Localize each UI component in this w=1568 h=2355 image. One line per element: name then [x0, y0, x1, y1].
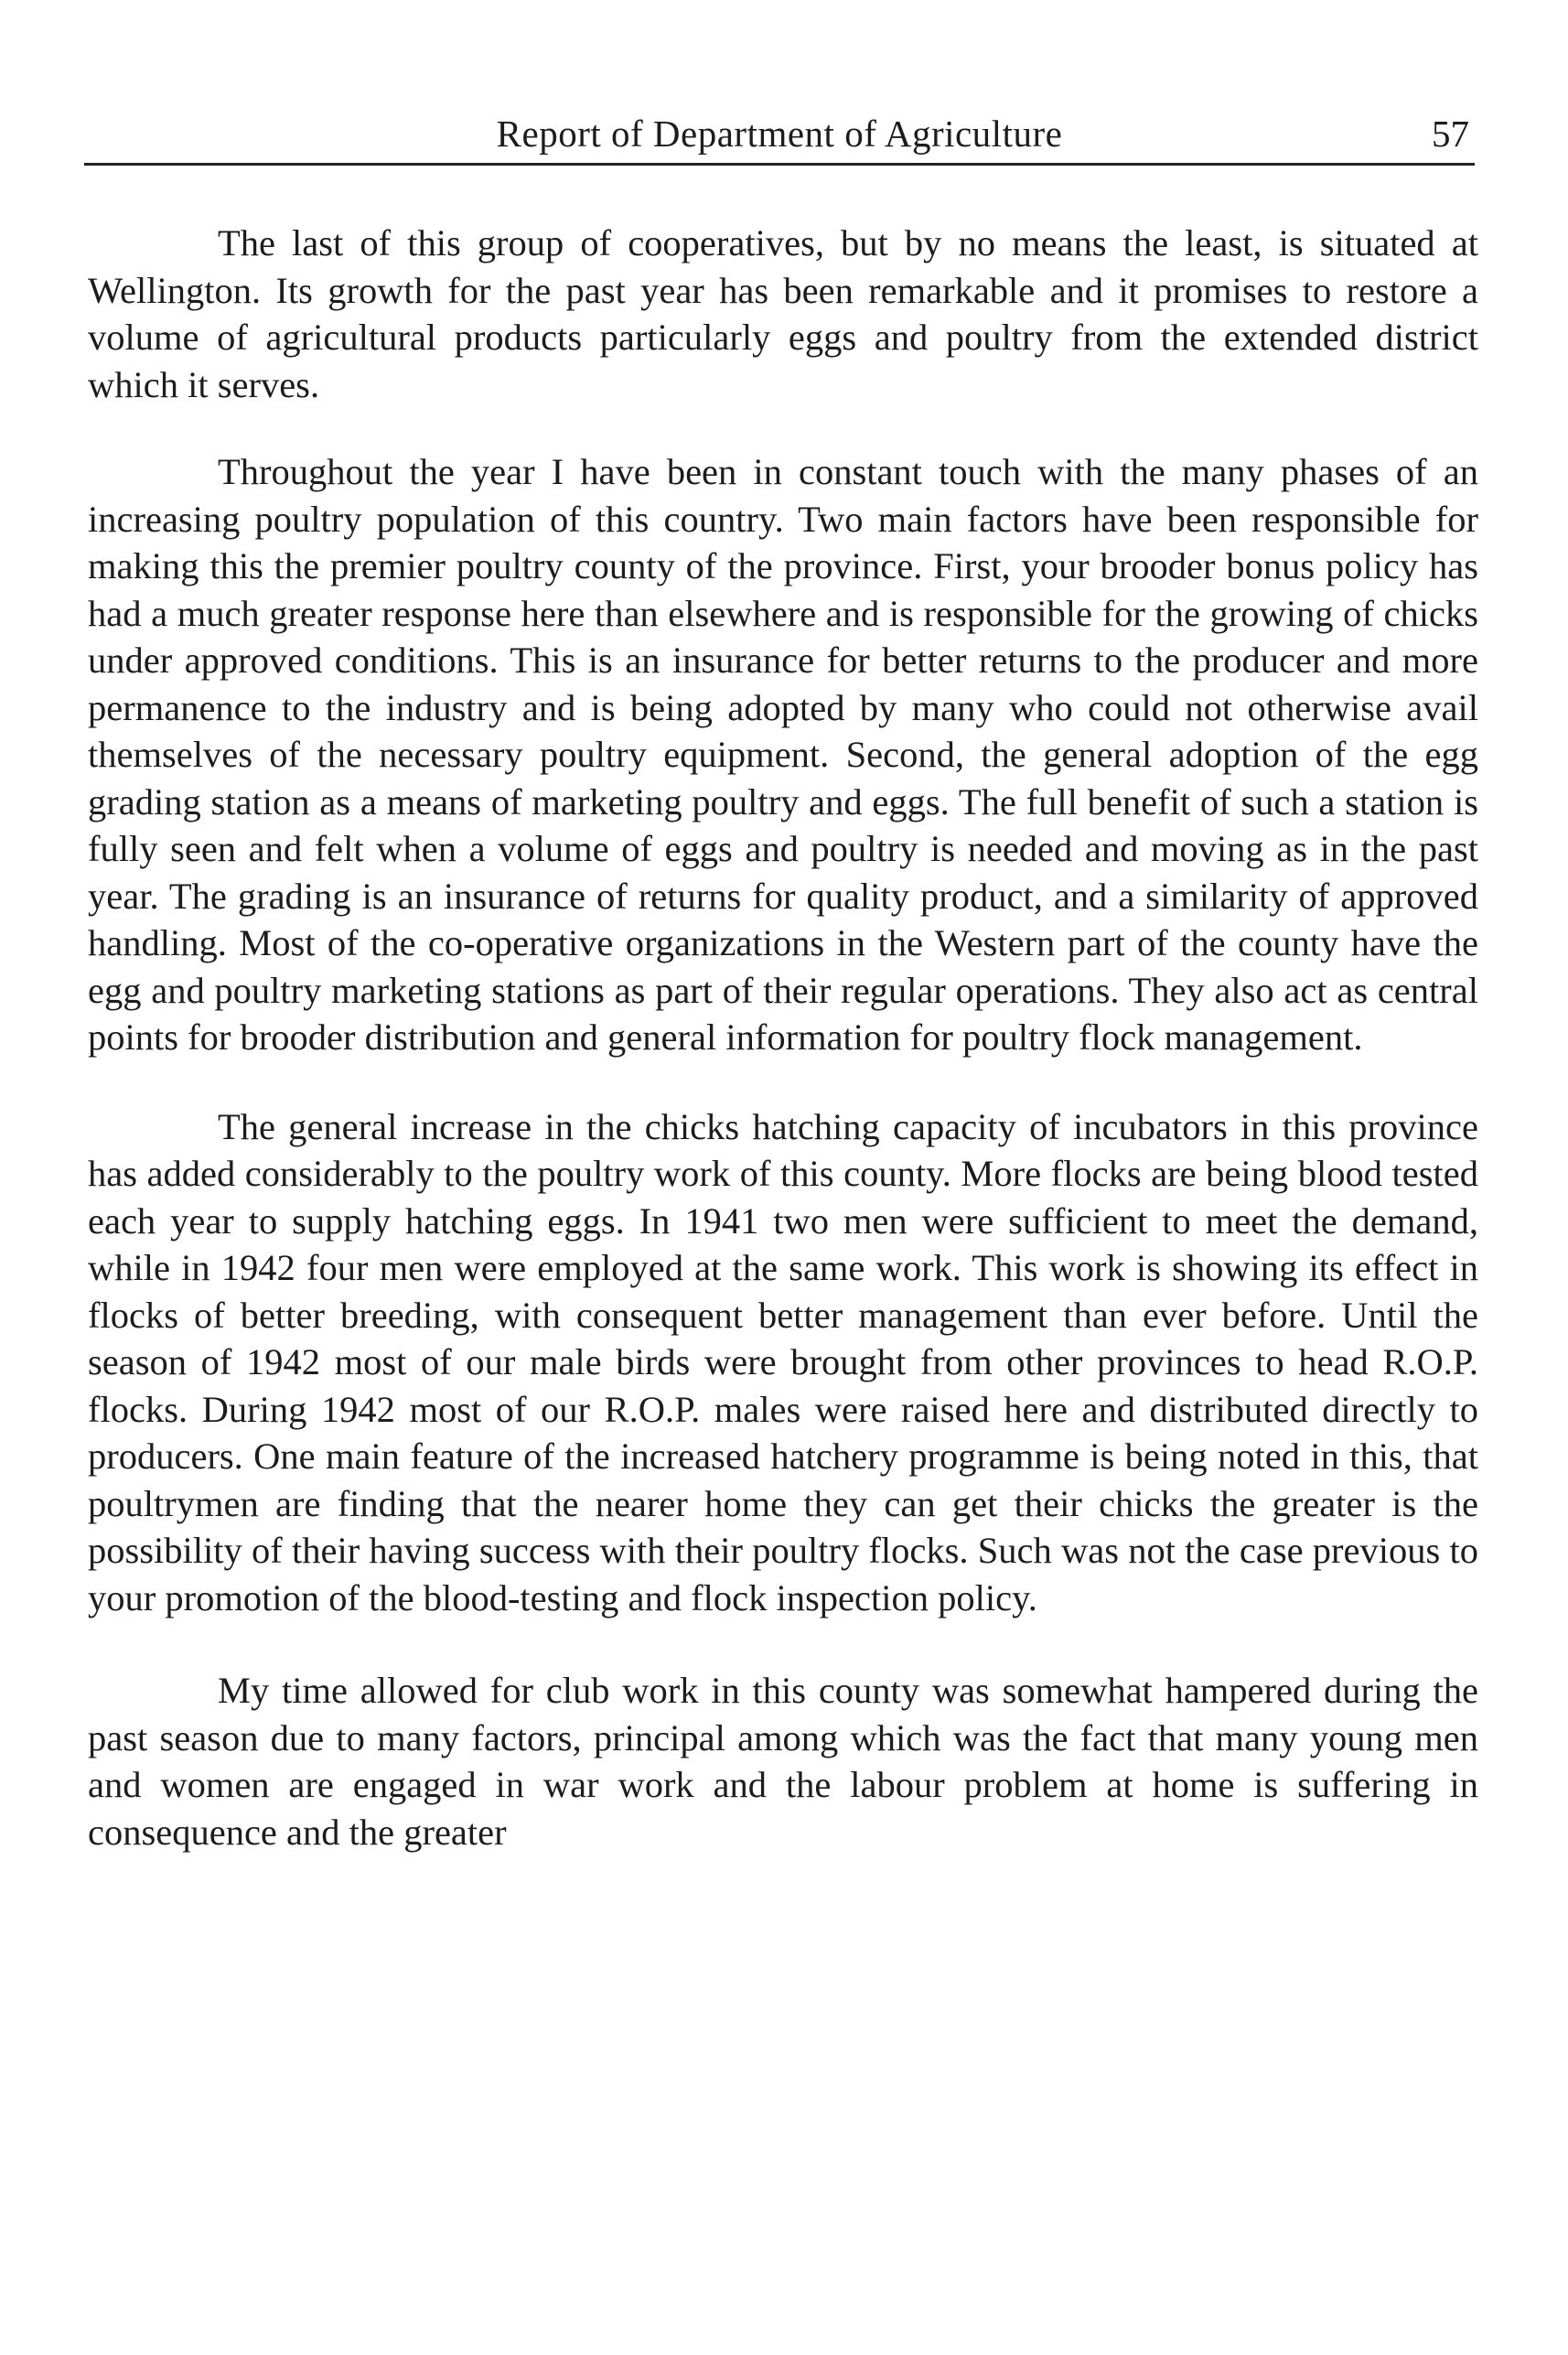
paragraph: Throughout the year I have been in constant touch with the many phases of an increasing poultry population of this country. Two main factors have been responsible for making this the premier poultry county of the province. First, your brooder bonus policy has had a much greater response here than elsewhere and is responsible for the growing of chicks under approved conditions. This is an insurance for better returns to the producer and more permanence to the industry and is being adopted by many who could not otherwise avail themselves of the necessary poultry equipment. Second, the general adoption of the egg grading station as a means of marketing poultry and eggs. The full benefit of such a station is fully seen and felt when a volume of eggs and poultry is needed and moving as in the past year. The grading is an insurance of returns for quality product, and a similarity of approved handling. Most of the co-operative organizations in the Western part of the county have the egg and poultry marketing stations as part of their regular operations. They also act as central points for brooder distribution and general information for poultry flock management. — [88, 451, 1478, 1058]
paragraph: The last of this group of cooperatives, but by no means the least, is situated at Wellington. Its growth for the past year has been remarkable and it promises to restore a volume of agricultural products particularly eggs and poultry from the extended district which it serves. — [88, 222, 1478, 405]
body-text — [88, 220, 1478, 1855]
header-title: Report of Department of Agriculture — [496, 113, 1063, 155]
paragraph: My time allowed for club work in this county was somewhat hampered during the past season due to many factors, principal among which was the fact that many young men and women are engaged in war work and the labour problem at home is suffering in consequence and the greater — [88, 1670, 1478, 1853]
running-header — [84, 108, 1475, 166]
page-number: 57 — [1432, 113, 1469, 155]
paragraph: The general increase in the chicks hatching capacity of incubators in this province has added considerably to the poultry work of this county. More flocks are being blood tested each year to supply hatching eggs. In 1941 two men were sufficient to meet the demand, while in 1942 four men were employed at the same work. This work is showing its effect in flocks of better breeding, with consequent better management than ever before. Until the season of 1942 most of our male birds were brought from other provinces to head R.O.P. flocks. During 1942 most of our R.O.P. males were raised here and distributed directly to producers. One main feature of the increased hatchery programme is being noted in this, that poultrymen are finding that the nearer home they can get their chicks the greater is the possibility of their having success with their poultry flocks. Such was not the case previous to your promotion of the blood-testing and flock inspection policy. — [88, 1105, 1478, 1618]
